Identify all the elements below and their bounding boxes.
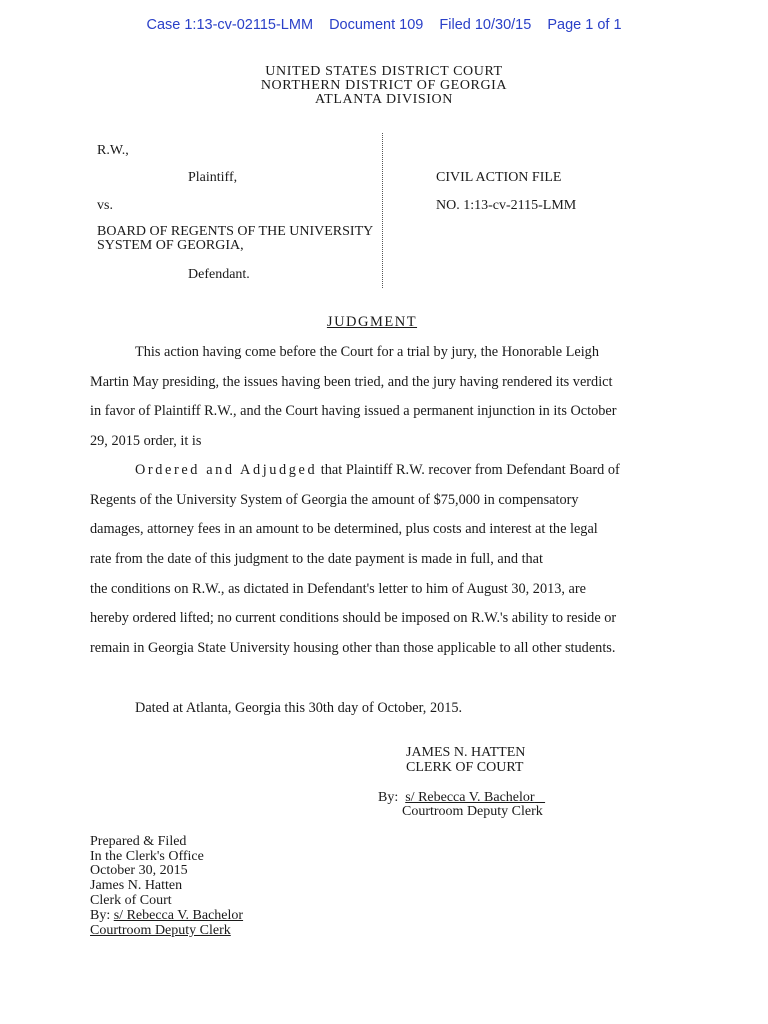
paragraph2-line6: hereby ordered lifted; no current conditions should be imposed on R.W.'s ability to reside or: [90, 610, 617, 626]
prepared-signature: s/ Rebecca V. Bachelor: [113, 908, 244, 923]
paragraph2-line4: rate from the date of this judgment to the date payment is made in full, and that: [90, 551, 544, 567]
deputy-title: Courtroom Deputy Clerk: [402, 804, 543, 819]
prepared-signature-line: By: s/ Rebecca V. Bachelor: [90, 908, 244, 923]
clerk-name: JAMES N. HATTEN: [406, 745, 526, 760]
prepared-deputy-title: Courtroom Deputy Clerk: [90, 923, 231, 938]
deputy-signature: s/ Rebecca V. Bachelor: [405, 790, 535, 805]
clerk-title: CLERK OF COURT: [406, 760, 524, 775]
dated-line: Dated at Atlanta, Georgia this 30th day of October, 2015.: [135, 700, 463, 716]
ecf-header: [0, 17, 768, 33]
prepared-date: October 30, 2015: [90, 863, 188, 878]
defendant-name-line2: SYSTEM OF GEORGIA,: [97, 238, 244, 253]
civil-action-label: CIVIL ACTION FILE: [436, 170, 562, 185]
paragraph1-line2: Martin May presiding, the issues having been tried, and the jury having rendered its verdict: [90, 374, 613, 390]
defendant-role: Defendant.: [188, 267, 250, 282]
plaintiff-role: Plaintiff,: [188, 170, 238, 185]
court-name: UNITED STATES DISTRICT COURT: [265, 64, 503, 79]
paragraph2-line7: remain in Georgia State University housing other than those applicable to all other students.: [90, 640, 616, 656]
judgment-title: JUDGMENT: [326, 314, 418, 330]
court-district: NORTHERN DISTRICT OF GEORGIA: [260, 78, 508, 93]
deputy-signature-line: By: s/ Rebecca V. Bachelor: [378, 790, 535, 805]
paragraph2-line2: Regents of the University System of Georgia the amount of $75,000 in compensatory: [90, 492, 579, 508]
plaintiff-name: R.W.,: [97, 143, 129, 158]
prepared-line2: In the Clerk's Office: [90, 849, 204, 864]
paragraph2-line3: damages, attorney fees in an amount to be determined, plus costs and interest at the legal: [90, 521, 598, 537]
defendant-name-line1: BOARD OF REGENTS OF THE UNIVERSITY: [97, 224, 374, 239]
paragraph2-line1: Ordered and Adjudged that Plaintiff R.W. recover from Defendant Board of: [135, 462, 620, 478]
prepared-clerk-title: Clerk of Court: [90, 893, 172, 908]
filed-date: Filed 10/30/15: [439, 17, 532, 33]
paragraph1-line1: This action having come before the Court for a trial by jury, the Honorable Leigh: [135, 344, 599, 360]
versus: vs.: [97, 198, 113, 213]
case-number-caption: NO. 1:13-cv-2115-LMM: [436, 198, 577, 213]
page-indicator: Page 1 of 1: [547, 17, 622, 33]
court-division: ATLANTA DIVISION: [315, 92, 453, 107]
case-number: Case 1:13-cv-02115-LMM: [146, 17, 314, 33]
prepared-line1: Prepared & Filed: [90, 834, 187, 849]
paragraph1-line4: 29, 2015 order, it is: [90, 433, 202, 449]
caption-divider: [382, 133, 383, 288]
document-number: Document 109: [329, 17, 424, 33]
ordered-adjudged: Ordered and Adjudged: [135, 462, 318, 478]
paragraph2-line5: the conditions on R.W., as dictated in Defendant's letter to him of August 30, 2013, are: [90, 581, 586, 597]
prepared-clerk-name: James N. Hatten: [90, 878, 183, 893]
paragraph1-line3: in favor of Plaintiff R.W., and the Court having issued a permanent injunction in its October: [90, 403, 617, 419]
